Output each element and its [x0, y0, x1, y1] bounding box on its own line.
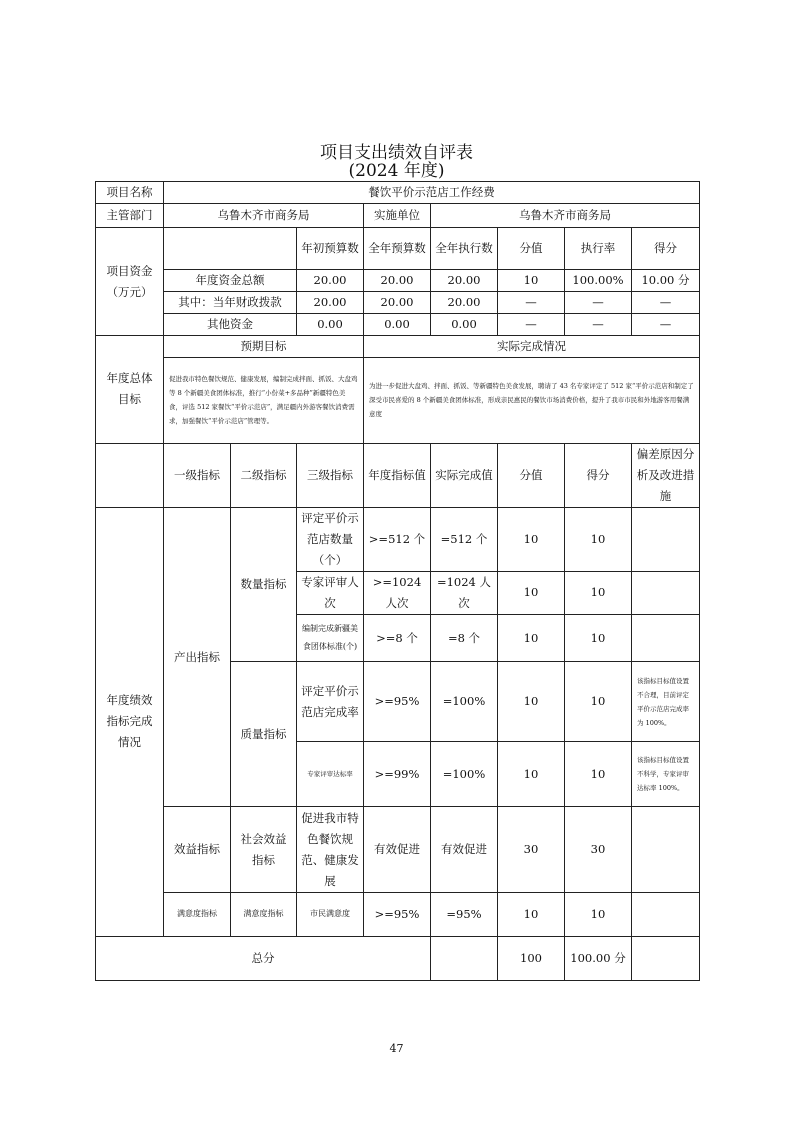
page-title: 项目支出绩效自评表	[320, 143, 473, 163]
indicator-note	[632, 507, 700, 571]
indicator-target: >=99%	[364, 742, 431, 807]
impl-label: 实施单位	[364, 204, 431, 228]
funds-cell: —	[565, 314, 632, 336]
quantity-indicator-label: 数量指标	[231, 507, 297, 661]
indicator-target: >=95%	[364, 662, 431, 742]
performance-table	[95, 181, 700, 981]
indicator-name: 评定平价示范店完成率	[297, 662, 364, 742]
indicator-actual: =8 个	[431, 614, 498, 661]
quality-indicator-label: 质量指标	[231, 662, 297, 807]
indicator-note	[632, 892, 700, 936]
funds-cell: —	[565, 292, 632, 314]
indicator-actual: =100%	[431, 662, 498, 742]
indicator-score-value: 10	[498, 507, 565, 571]
indicator-actual: =95%	[431, 892, 498, 936]
indicator-score: 10	[565, 662, 632, 742]
indicator-header: 分值	[498, 443, 565, 507]
expected-goal-header: 预期目标	[164, 336, 364, 358]
indicator-header: 偏差原因分析及改进措施	[632, 443, 700, 507]
funds-cell: 0.00	[431, 314, 498, 336]
funds-cell: 100.00%	[565, 270, 632, 292]
indicator-target: >=8 个	[364, 614, 431, 661]
funds-cell: —	[632, 314, 700, 336]
funds-row-label: 其中：当年财政拨款	[164, 292, 297, 314]
funds-cell: 10.00 分	[632, 270, 700, 292]
indicator-actual: =1024 人次	[431, 571, 498, 614]
indicator-score-value: 10	[498, 892, 565, 936]
funds-cell: 20.00	[431, 292, 498, 314]
funds-header: 全年预算数	[364, 228, 431, 270]
indicator-score: 10	[565, 742, 632, 807]
indicator-actual: =100%	[431, 742, 498, 807]
indicator-name: 市民满意度	[297, 892, 364, 936]
actual-result-header: 实际完成情况	[364, 336, 700, 358]
indicator-header: 二级指标	[231, 443, 297, 507]
indicator-header: 得分	[565, 443, 632, 507]
funds-header: 年初预算数	[297, 228, 364, 270]
output-indicator-label: 产出指标	[164, 507, 231, 807]
indicator-header: 三级指标	[297, 443, 364, 507]
project-name-label: 项目名称	[96, 182, 164, 204]
indicator-score: 10	[565, 571, 632, 614]
project-name: 餐饮平价示范店工作经费	[164, 182, 700, 204]
indicator-score-value: 10	[498, 742, 565, 807]
satisfaction-indicator-label: 满意度指标	[164, 892, 231, 936]
indicator-score: 10	[565, 507, 632, 571]
indicator-actual: 有效促进	[431, 807, 498, 892]
indicator-target: >=512 个	[364, 507, 431, 571]
goals-label: 年度总体 目标	[96, 336, 164, 443]
dept-label: 主管部门	[96, 204, 164, 228]
indicator-score-value: 30	[498, 807, 565, 892]
funds-header: 全年执行数	[431, 228, 498, 270]
total-score-value: 100	[498, 936, 565, 980]
dept-value: 乌鲁木齐市商务局	[164, 204, 364, 228]
funds-label: 项目资金 （万元）	[96, 228, 164, 336]
total-label: 总分	[96, 936, 431, 980]
indicator-score: 30	[565, 807, 632, 892]
funds-cell: 20.00	[431, 270, 498, 292]
funds-cell: 0.00	[297, 314, 364, 336]
indicator-score-value: 10	[498, 571, 565, 614]
funds-row-label: 其他资金	[164, 314, 297, 336]
page-subtitle: (2024 年度)	[348, 161, 445, 181]
funds-cell: 20.00	[364, 270, 431, 292]
funds-cell: 10	[498, 270, 565, 292]
funds-header: 得分	[632, 228, 700, 270]
indicator-note: 该指标目标值设置不科学，专家评审达标率 100%。	[632, 742, 700, 807]
indicator-header-blank	[96, 443, 164, 507]
indicator-note	[632, 571, 700, 614]
funds-cell: 20.00	[297, 292, 364, 314]
indicator-header: 年度指标值	[364, 443, 431, 507]
indicator-score-value: 10	[498, 662, 565, 742]
indicator-note	[632, 614, 700, 661]
funds-row-label: 年度资金总额	[164, 270, 297, 292]
funds-header: 执行率	[565, 228, 632, 270]
funds-cell: —	[632, 292, 700, 314]
actual-result-text: 为进一步促进大盘鸡、拌面、抓饭、等新疆特色美食发展，聘请了 43 名专家评定了 512 家“平价示范店和制定了深受市民喜爱的 8 个新疆美食团体标准，形成亲民惠民的餐饮市场消费价格，提升了我市市民和外地游客用餐满意度	[364, 358, 700, 443]
funds-cell: 20.00	[364, 292, 431, 314]
impl-value: 乌鲁木齐市商务局	[431, 204, 700, 228]
expected-goal-text: 促进我市特色餐饮规范、健康发展，编制完成拌面、抓饭、大盘鸡等 8 个新疆美食团体标准，推行“小份菜+多品种”新疆特色美食，评选 512 家餐饮“平价示范店”，满足疆内外游客餐饮消费需求，加强餐饮“平价示范店”管理等。	[164, 358, 364, 443]
total-score: 100.00 分	[565, 936, 632, 980]
page-number: 47	[389, 1042, 404, 1055]
indicator-name: 专家评审人次	[297, 571, 364, 614]
social-benefit-label: 社会效益 指标	[231, 807, 297, 892]
indicator-header: 一级指标	[164, 443, 231, 507]
indicator-name: 评定平价示范店数量（个）	[297, 507, 364, 571]
funds-header-blank	[164, 228, 297, 270]
total-note-blank	[632, 936, 700, 980]
indicator-score: 10	[565, 614, 632, 661]
indicator-name: 编制完成新疆美食团体标准(个)	[297, 614, 364, 661]
funds-cell: 0.00	[364, 314, 431, 336]
indicator-note	[632, 807, 700, 892]
funds-header: 分值	[498, 228, 565, 270]
indicator-header: 实际完成值	[431, 443, 498, 507]
indicator-note: 该指标目标值设置不合理，目前评定平价示范店完成率为 100%。	[632, 662, 700, 742]
funds-cell: 20.00	[297, 270, 364, 292]
indicator-target: >=1024 人次	[364, 571, 431, 614]
indicator-name: 促进我市特色餐饮规范、健康发展	[297, 807, 364, 892]
satisfaction-indicator-sublabel: 满意度指标	[231, 892, 297, 936]
funds-cell: —	[498, 314, 565, 336]
indicator-name: 专家评审达标率	[297, 742, 364, 807]
benefit-indicator-label: 效益指标	[164, 807, 231, 892]
indicator-score-value: 10	[498, 614, 565, 661]
total-blank	[431, 936, 498, 980]
indicator-section-label: 年度绩效 指标完成 情况	[96, 507, 164, 936]
indicator-actual: =512 个	[431, 507, 498, 571]
indicator-score: 10	[565, 892, 632, 936]
indicator-target: >=95%	[364, 892, 431, 936]
funds-cell: —	[498, 292, 565, 314]
indicator-target: 有效促进	[364, 807, 431, 892]
